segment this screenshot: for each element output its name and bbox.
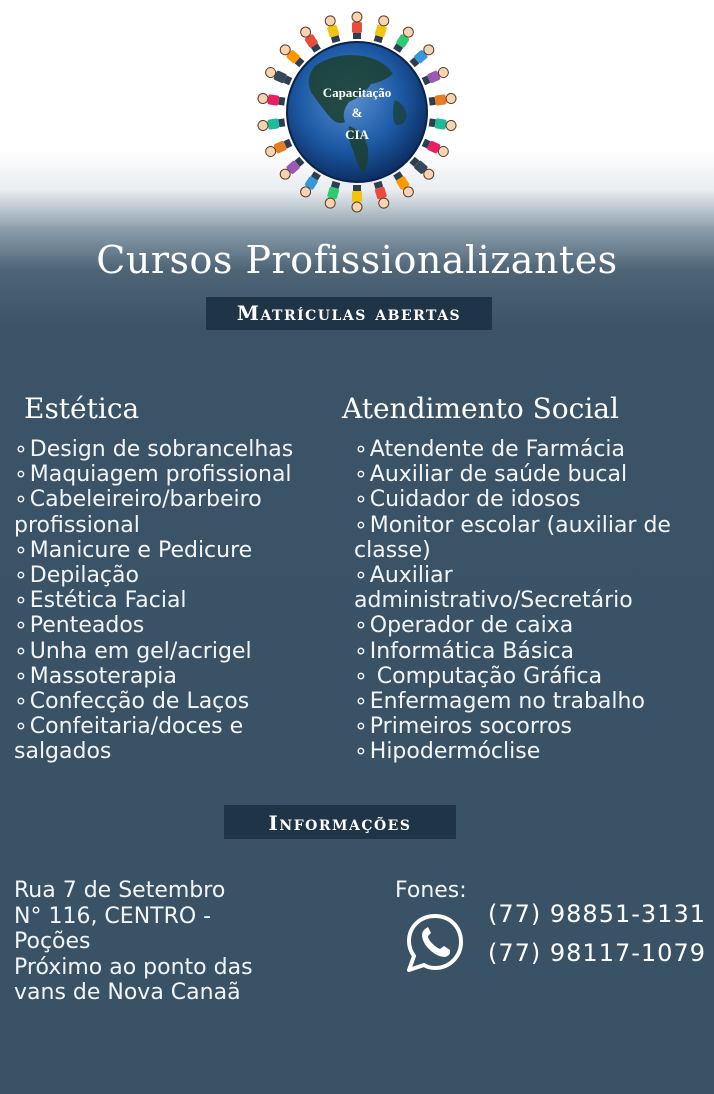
whatsapp-icon <box>402 910 468 976</box>
list-item: ∘Design de sobrancelhas <box>14 437 294 462</box>
list-item: ∘Manicure e Pedicure <box>14 537 253 563</box>
logo <box>245 4 470 219</box>
child-figure <box>257 93 285 107</box>
child-figure <box>278 43 305 68</box>
child-figure <box>352 185 362 212</box>
list-item: ∘Primeiros socorros <box>354 714 572 740</box>
list-item: ∘Maquiagem profissional <box>14 462 292 488</box>
child-figure <box>373 15 390 44</box>
child-figure <box>409 43 436 68</box>
child-figure <box>421 138 450 158</box>
list-item: ∘Atendente de Farmácia <box>354 437 626 462</box>
address-line: N° 116, CENTRO - <box>14 903 212 929</box>
svg-text:Capacitação: Capacitação <box>322 85 392 100</box>
address-line: Rua 7 de Setembro <box>14 878 226 903</box>
child-figure <box>278 156 305 181</box>
child-figure <box>352 12 362 39</box>
child-figure <box>421 66 450 86</box>
address-line: vans de Nova Canaã <box>14 980 241 1005</box>
list-item: ∘Cuidador de idosos <box>354 487 581 513</box>
child-figure <box>373 181 390 210</box>
info-banner: Informações <box>224 805 456 839</box>
child-figure <box>264 66 293 86</box>
globe-icon <box>245 4 470 219</box>
child-figure <box>257 117 285 131</box>
child-figure <box>324 181 341 210</box>
child-figure <box>409 156 436 181</box>
child-figure <box>264 138 293 158</box>
list-item: ∘Monitor escolar (auxiliar de classe) <box>354 512 671 563</box>
atendimento-course-list <box>354 437 684 765</box>
list-item: ∘Cabeleireiro/barbeiro profissional <box>14 487 262 538</box>
phone-number-1[interactable]: (77) 98851-3131 <box>488 900 706 928</box>
child-figure <box>429 93 457 107</box>
child-figure <box>324 15 341 44</box>
child-figure <box>429 117 457 131</box>
address <box>14 878 304 1006</box>
list-item: ∘Confeitaria/doces e salgados <box>14 714 244 765</box>
list-item: ∘Auxiliar administrativo/Secretário <box>354 563 633 614</box>
list-item: ∘Hipodermóclise <box>354 739 541 765</box>
list-item: ∘Auxiliar de saúde bucal <box>354 462 628 488</box>
list-item: ∘Estética Facial <box>14 588 187 614</box>
child-figure <box>299 25 322 53</box>
child-figure <box>392 171 415 199</box>
enrollment-banner: Matrículas abertas <box>206 297 492 330</box>
child-figure <box>392 25 415 53</box>
list-item: ∘Confecção de Laços <box>14 689 250 715</box>
list-item: ∘Depilação <box>14 563 139 589</box>
list-item: ∘Informática Básica <box>354 638 575 664</box>
estetica-course-list <box>14 437 334 765</box>
svg-text:CIA: CIA <box>345 127 369 142</box>
address-line: Poções <box>14 929 91 954</box>
list-item: ∘Massoterapia <box>14 663 177 689</box>
page-title: Cursos Profissionalizantes <box>96 238 618 282</box>
list-item: ∘Penteados <box>14 613 145 639</box>
estetica-heading: Estética <box>24 392 140 425</box>
list-item: ∘Unha em gel/acrigel <box>14 638 252 664</box>
atendimento-heading: Atendimento Social <box>342 392 619 425</box>
svg-text:&: & <box>351 105 363 120</box>
phones-label: Fones: <box>395 878 467 903</box>
list-item: ∘Operador de caixa <box>354 613 574 639</box>
list-item: ∘ Computação Gráfica <box>354 663 603 689</box>
phone-number-2[interactable]: (77) 98117-1079 <box>488 939 706 967</box>
child-figure <box>299 171 322 199</box>
address-line: Próximo ao ponto das <box>14 954 253 980</box>
list-item: ∘Enfermagem no trabalho <box>354 689 645 715</box>
